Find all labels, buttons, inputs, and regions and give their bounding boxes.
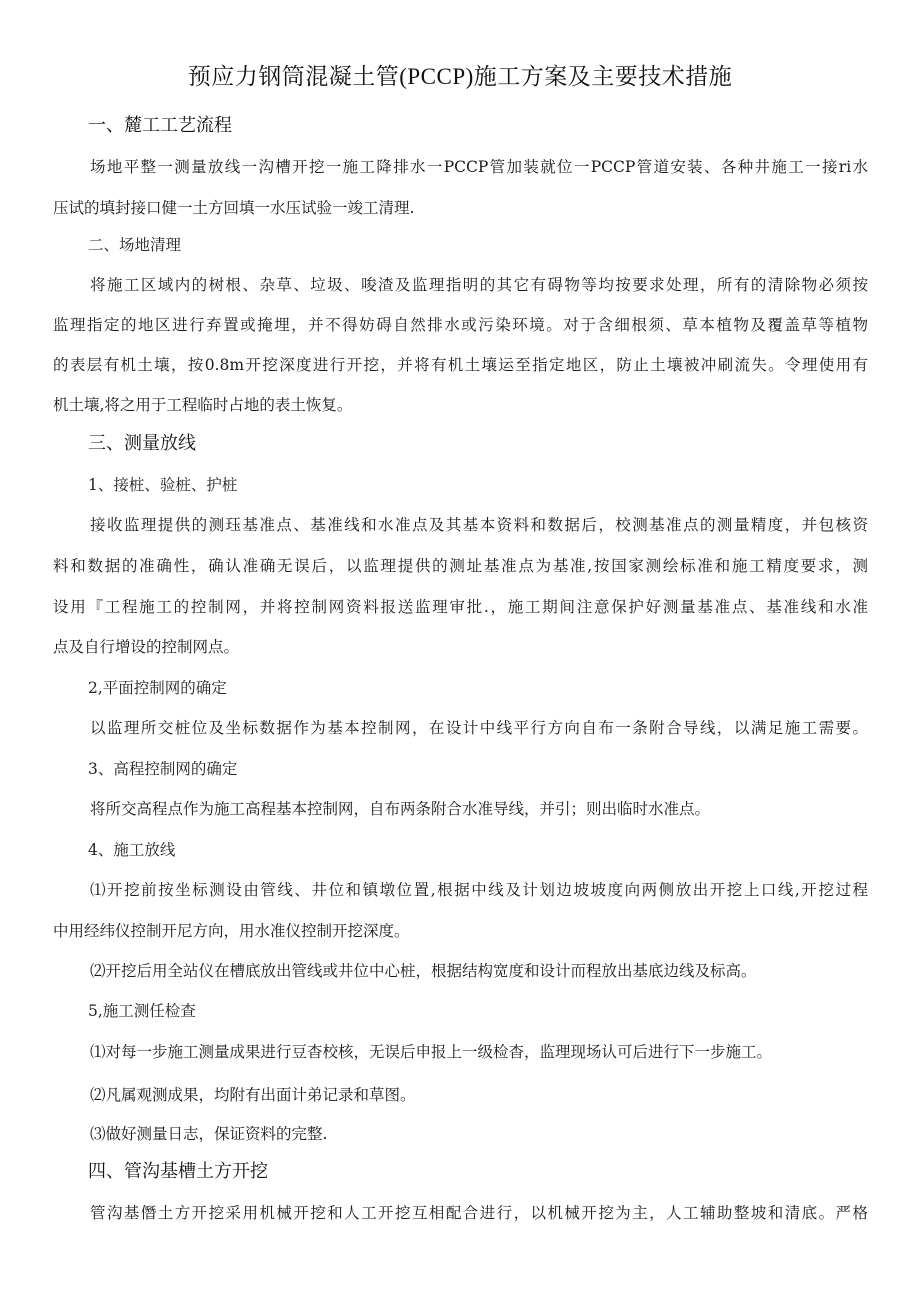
paragraph-line: 将施工区域内的树根、杂草、垃圾、唆渣及监理指明的其它有碍物等均按要求处理，所有的清除物必须按 [90, 276, 868, 294]
subsection-heading-3-4: 4、施工放线 [88, 841, 176, 859]
paragraph-line: 设用『工程施工的控制网，并将控制网资料报送监理审批.，施工期间注意保护好测量基准点、基准线和水准 [53, 598, 868, 616]
section-heading-2: 二、场地清理 [88, 236, 182, 254]
paragraph-line: 的表层有机土壤，按0.8m开挖深度进行开挖，并将有机土壤运至指定地区，防止土壤被冲刷流失。令理使用有 [53, 356, 868, 374]
subsection-heading-3-3: 3、高程控制网的确定 [88, 760, 238, 778]
paragraph-line: 监理指定的地区进行弃置或掩埋，并不得妨碍自然排水或污染环境。对于含细根须、草本植物及覆盖草等植物 [53, 316, 868, 334]
subsection-heading-3-2: 2,平面控制网的确定 [88, 679, 227, 697]
list-item-line: ⑵凡属观测成果，均附有出面计弟记录和草图。 [90, 1086, 416, 1104]
document-title: 预应力钢筒混凝土管(PCCP)施工方案及主要技术措施 [187, 64, 733, 89]
paragraph-line: 将所交高程点作为施工高程基本控制网，自布两条附合水准导线，并引；则出临时水准点。 [90, 800, 711, 818]
paragraph-line: 料和数据的准确性，确认准确无误后，以监理提供的测址基准点为基准,按国家测绘标准和施工精度要求，测 [53, 557, 868, 575]
list-item-line: ⑶做好测量日志，保证资料的完整. [90, 1125, 328, 1143]
section-heading-1: 一、麓工工艺流程 [88, 115, 232, 136]
list-item-line: ⑴对每一步施工测量成果进行豆杳校核，无误后申报上一级检杳，监理现场认可后进行下一步施工。 [90, 1043, 773, 1061]
paragraph-line: 场地平整一测量放线一沟槽开挖一施工降排水一PCCP管加装就位一PCCP管道安装、各种井施工一接ri水 [90, 158, 868, 176]
list-item-line: ⑵开挖后用全站仪在槽底放出管线或井位中心桩，根据结构宽度和设计而程放出基底边线及标高。 [90, 962, 757, 980]
paragraph-line: 以监理所交桩位及坐标数据作为基本控制网，在设计中线平行方向自布一条附合导线，以满足施工需要。 [90, 719, 868, 737]
subsection-heading-3-5: 5,施工测任检查 [88, 1002, 196, 1020]
section-heading-4: 四、管沟基槽土方开挖 [88, 1161, 268, 1182]
subsection-heading-3-1: 1、接桩、验桩、护桩 [88, 476, 238, 494]
paragraph-line: 压试的填封接口健一土方回填一水压试验一竣工清理. [53, 199, 415, 217]
list-item-line: ⑴开挖前按坐标测设由管线、井位和镇墩位置,根据中线及计划边坡坡度向两侧放出开挖上口线,开挖过程 [90, 881, 868, 899]
paragraph-line: 机土壤,将之用于工程临时占地的表土恢复。 [53, 396, 353, 414]
paragraph-line: 点及自行增设的控制网点。 [53, 638, 240, 656]
list-item-line: 中用经纬仪控制开尼方向，用水准仪控制开挖深度。 [53, 922, 410, 940]
paragraph-line: 管沟基僭土方开挖采用机械开挖和人工开挖互相配合进行，以机械开挖为主，人工辅助整坡和清底。严格 [90, 1204, 868, 1222]
section-heading-3: 三、测量放线 [88, 433, 196, 454]
paragraph-line: 接收监理提供的测珏基准点、基准线和水准点及其基本资料和数据后，校测基准点的测量精度，并包核资 [90, 516, 868, 534]
